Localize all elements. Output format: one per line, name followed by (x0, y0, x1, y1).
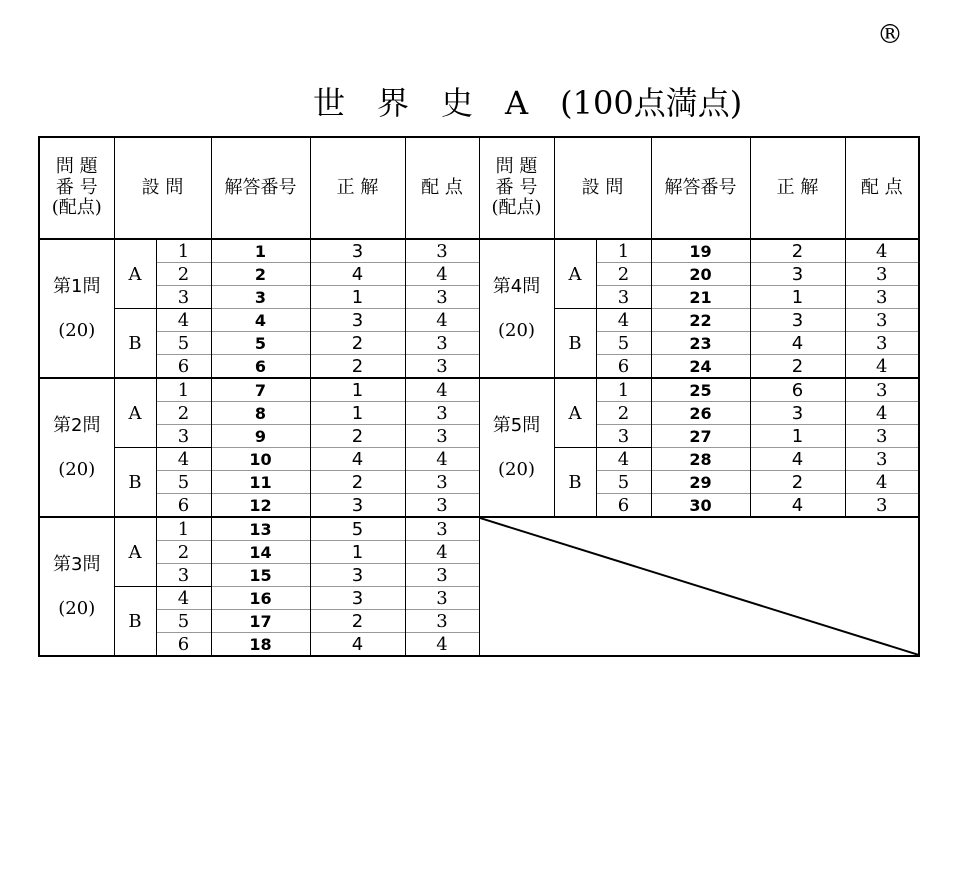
score: 3 (405, 494, 479, 518)
answer-number: 27 (651, 425, 750, 448)
correct-answer: 2 (310, 610, 405, 633)
diagonal-line (480, 518, 919, 655)
correct-answer: 3 (310, 564, 405, 587)
header-question-line: (配点) (491, 197, 542, 219)
answer-number: 16 (211, 587, 310, 610)
subquestion-number: 4 (156, 309, 211, 332)
answer-number: 9 (211, 425, 310, 448)
subquestion-number: 1 (156, 378, 211, 402)
title-word: 世 (313, 84, 346, 122)
part-label: B (554, 448, 596, 518)
answer-number: 17 (211, 610, 310, 633)
answer-number: 23 (651, 332, 750, 355)
score: 3 (845, 425, 919, 448)
question-label: 第4問 (492, 276, 541, 298)
header-correct-right: 正 解 (750, 137, 845, 239)
score: 3 (845, 332, 919, 355)
score: 3 (405, 402, 479, 425)
score: 3 (405, 587, 479, 610)
part-label: A (114, 517, 156, 587)
diagonal-strike (480, 518, 919, 655)
subquestion-number: 2 (156, 541, 211, 564)
question-label-cell (479, 378, 554, 517)
subquestion-number: 3 (596, 425, 651, 448)
score: 4 (405, 633, 479, 657)
correct-answer: 1 (310, 541, 405, 564)
score: 3 (845, 263, 919, 286)
subquestion-number: 1 (156, 517, 211, 541)
correct-answer: 4 (750, 332, 845, 355)
subquestion-number: 4 (156, 448, 211, 471)
answer-number: 18 (211, 633, 310, 657)
answer-number: 1 (211, 239, 310, 263)
subquestion-number: 4 (156, 587, 211, 610)
score: 4 (405, 309, 479, 332)
correct-answer: 2 (310, 425, 405, 448)
subquestion-number: 6 (596, 355, 651, 379)
score: 4 (405, 541, 479, 564)
header-answer-number-left: 解答番号 (211, 137, 310, 239)
subquestion-number: 1 (596, 239, 651, 263)
title-word: 界 (377, 84, 410, 122)
header-score-right: 配 点 (845, 137, 919, 239)
subquestion-number: 2 (596, 402, 651, 425)
part-label: A (554, 239, 596, 309)
header-question-line: 問 題 (55, 155, 98, 177)
header-setsumon-right: 設 問 (554, 137, 651, 239)
header-question-line: 問 題 (495, 155, 538, 177)
blank-diagonal-cell (479, 517, 919, 656)
header-correct-left: 正 解 (310, 137, 405, 239)
answer-number: 28 (651, 448, 750, 471)
score: 3 (405, 355, 479, 379)
correct-answer: 2 (310, 355, 405, 379)
correct-answer: 3 (750, 402, 845, 425)
score: 3 (405, 332, 479, 355)
subquestion-number: 6 (156, 633, 211, 657)
answer-number: 10 (211, 448, 310, 471)
subquestion-number: 1 (596, 378, 651, 402)
title-word: 史 (441, 84, 474, 122)
subquestion-number: 5 (156, 471, 211, 494)
answer-number: 11 (211, 471, 310, 494)
subquestion-number: 2 (156, 402, 211, 425)
score: 3 (405, 239, 479, 263)
correct-answer: 1 (750, 425, 845, 448)
answer-number: 25 (651, 378, 750, 402)
subquestion-number: 3 (156, 564, 211, 587)
correct-answer: 3 (750, 309, 845, 332)
question-points: (20) (58, 458, 96, 480)
score: 3 (405, 517, 479, 541)
score: 4 (845, 471, 919, 494)
page-title (313, 78, 742, 124)
answer-number: 13 (211, 517, 310, 541)
part-label: B (114, 587, 156, 657)
correct-answer: 1 (310, 378, 405, 402)
registered-mark: ® (877, 20, 903, 50)
subquestion-number: 6 (596, 494, 651, 518)
score: 3 (845, 378, 919, 402)
question-label: 第2問 (53, 415, 101, 437)
correct-answer: 2 (750, 239, 845, 263)
correct-answer: 3 (750, 263, 845, 286)
question-label-cell (39, 517, 114, 656)
subquestion-number: 4 (596, 309, 651, 332)
question-label-cell (479, 239, 554, 378)
question-label-cell (39, 378, 114, 517)
correct-answer: 3 (310, 587, 405, 610)
answer-number: 3 (211, 286, 310, 309)
title-points: (100点満点) (560, 84, 743, 122)
score: 3 (405, 286, 479, 309)
subquestion-number: 3 (596, 286, 651, 309)
subquestion-number: 3 (156, 286, 211, 309)
header-question-number-left (39, 137, 114, 239)
correct-answer: 4 (310, 448, 405, 471)
answer-number: 24 (651, 355, 750, 379)
subquestion-number: 5 (156, 332, 211, 355)
answer-number: 15 (211, 564, 310, 587)
header-score-left: 配 点 (405, 137, 479, 239)
correct-answer: 1 (310, 402, 405, 425)
answer-number: 6 (211, 355, 310, 379)
question-points: (20) (58, 319, 96, 341)
subquestion-number: 2 (596, 263, 651, 286)
correct-answer: 2 (310, 332, 405, 355)
score: 3 (845, 286, 919, 309)
subquestion-number: 3 (156, 425, 211, 448)
answer-number: 21 (651, 286, 750, 309)
answer-number: 22 (651, 309, 750, 332)
question-points: (20) (498, 458, 535, 480)
part-label: A (114, 378, 156, 448)
question-label: 第3問 (53, 554, 101, 576)
subquestion-number: 2 (156, 263, 211, 286)
answer-number: 19 (651, 239, 750, 263)
question-label-cell (39, 239, 114, 378)
answer-number: 29 (651, 471, 750, 494)
correct-answer: 5 (310, 517, 405, 541)
header-question-number-right (479, 137, 554, 239)
score: 3 (845, 309, 919, 332)
correct-answer: 2 (750, 355, 845, 379)
header-question-line: (配点) (51, 197, 102, 219)
score: 4 (405, 263, 479, 286)
answer-number: 5 (211, 332, 310, 355)
correct-answer: 3 (310, 239, 405, 263)
correct-answer: 3 (310, 494, 405, 518)
header-question-line: 番 号 (495, 176, 538, 198)
part-label: A (554, 378, 596, 448)
score: 4 (845, 355, 919, 379)
answer-number: 4 (211, 309, 310, 332)
score: 4 (405, 448, 479, 471)
answer-number: 26 (651, 402, 750, 425)
answer-number: 12 (211, 494, 310, 518)
correct-answer: 1 (310, 286, 405, 309)
part-label: B (114, 448, 156, 518)
question-points: (20) (58, 597, 96, 619)
subquestion-number: 1 (156, 239, 211, 263)
correct-answer: 2 (310, 471, 405, 494)
answer-number: 2 (211, 263, 310, 286)
part-label: B (114, 309, 156, 379)
subquestion-number: 4 (596, 448, 651, 471)
answer-number: 14 (211, 541, 310, 564)
answer-table (38, 136, 920, 657)
score: 4 (845, 239, 919, 263)
subquestion-number: 5 (596, 332, 651, 355)
score: 3 (405, 471, 479, 494)
header-question-line: 番 号 (55, 176, 98, 198)
subquestion-number: 6 (156, 355, 211, 379)
header-setsumon-left: 設 問 (114, 137, 211, 239)
correct-answer: 2 (750, 471, 845, 494)
correct-answer: 6 (750, 378, 845, 402)
correct-answer: 4 (750, 448, 845, 471)
score: 3 (405, 425, 479, 448)
question-points: (20) (498, 319, 535, 341)
header-answer-number-right: 解答番号 (651, 137, 750, 239)
answer-number: 30 (651, 494, 750, 518)
score: 3 (405, 564, 479, 587)
correct-answer: 3 (310, 309, 405, 332)
correct-answer: 4 (750, 494, 845, 518)
correct-answer: 4 (310, 633, 405, 657)
score: 3 (845, 494, 919, 518)
correct-answer: 1 (750, 286, 845, 309)
question-label: 第1問 (53, 276, 101, 298)
answer-number: 8 (211, 402, 310, 425)
answer-number: 20 (651, 263, 750, 286)
score: 4 (405, 378, 479, 402)
answer-number: 7 (211, 378, 310, 402)
score: 3 (405, 610, 479, 633)
title-word: A (505, 84, 529, 122)
score: 3 (845, 448, 919, 471)
correct-answer: 4 (310, 263, 405, 286)
subquestion-number: 5 (596, 471, 651, 494)
score: 4 (845, 402, 919, 425)
subquestion-number: 6 (156, 494, 211, 518)
part-label: A (114, 239, 156, 309)
question-label: 第5問 (492, 415, 541, 437)
part-label: B (554, 309, 596, 379)
subquestion-number: 5 (156, 610, 211, 633)
